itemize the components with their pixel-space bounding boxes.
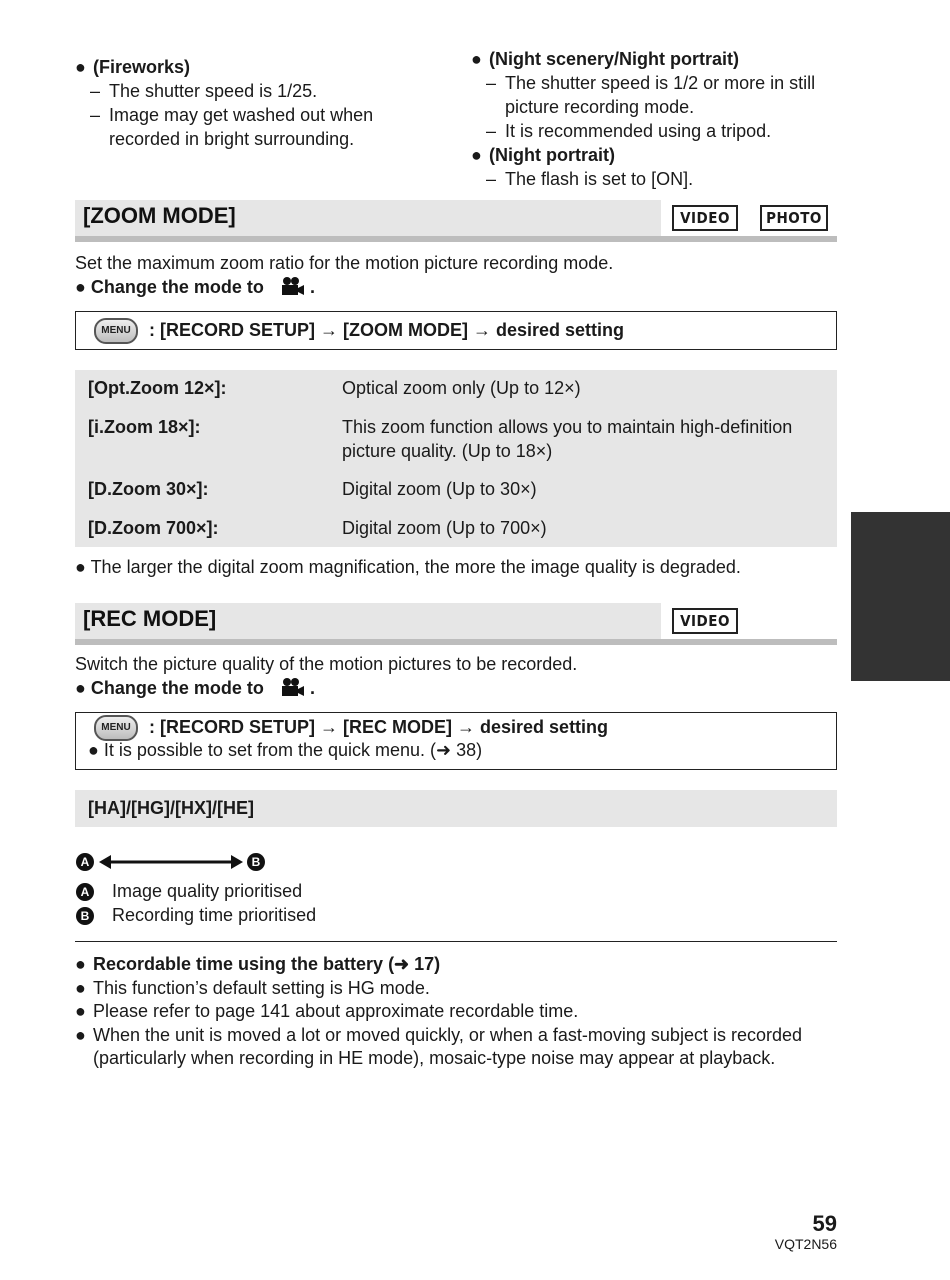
marker-a: A [76,883,94,901]
doc-code: VQT2N56 [774,1236,837,1252]
zoom-mode-header [75,200,837,242]
night-scenery-heading: (Night scenery/Night portrait) [489,49,740,69]
bullet-icon: ● [75,557,86,577]
legend-a: A Image quality prioritised [75,879,302,903]
bullet-icon: ● [75,1001,86,1022]
movie-camera-icon [279,276,305,296]
night-line: – The flash is set to [ON]. [486,169,694,189]
zoom-mode-title: [ZOOM MODE] [83,203,236,228]
bullet-icon: ● [75,954,86,974]
fireworks-line: recorded in bright surrounding. [109,129,355,149]
double-arrow-icon [99,854,243,870]
option-key: [Opt.Zoom 12×]: [88,378,227,398]
divider [75,941,837,942]
rec-change-mode: ● Change the mode to . [75,678,315,698]
option-key: [D.Zoom 700×]: [88,518,219,538]
video-tag: VIDEO [672,608,738,634]
marker-b: B [76,907,94,925]
movie-camera-icon [279,677,305,697]
night-line: – It is recommended using a tripod. [486,121,772,141]
fireworks-heading-item [75,55,415,79]
rec-mode-intro: Switch the picture quality of the motion pictures to be recorded. [75,654,578,674]
bullet-icon: ● [75,57,86,77]
bullet-icon: ● [75,1024,86,1045]
night-line: – The shutter speed is 1/2 or more in still [486,73,816,93]
bullet-icon: ● [88,740,99,760]
option-desc: This zoom function allows you to maintain high-definition picture quality. (Up to 18×) [342,417,793,461]
night-heading-item [471,47,841,71]
bullet-icon: ● [75,277,86,297]
bullet-icon: ● [75,678,86,698]
photo-tag: PHOTO [760,205,828,231]
option-key: [D.Zoom 30×]: [88,479,209,499]
menu-button-icon: MENU [94,318,138,344]
bullet-icon: ● [471,49,482,69]
rec-mode-header [75,603,837,645]
fireworks-line: – Image may get washed out when [90,105,374,125]
quality-scale [75,851,275,873]
list-item: (particularly when recording in HE mode), mosaic-type noise may appear at playback. [93,1048,776,1069]
side-tab [851,512,950,681]
menu-button-icon: MENU [94,715,138,741]
zoom-note: ● The larger the digital zoom magnification, the more the image quality is degraded. [75,557,741,577]
option-desc: Optical zoom only (Up to 12×) [342,378,581,398]
bullet-icon: ● [471,145,482,165]
bullet-icon: ● [75,977,86,998]
list-item: ● Recordable time using the battery (➜ 17) [75,953,845,977]
option-desc: Digital zoom (Up to 30×) [342,479,537,499]
fireworks-heading: (Fireworks) [93,57,191,77]
marker-a: A [76,853,94,871]
rec-mode-title: [REC MODE] [83,606,217,631]
list-item: ● When the unit is moved a lot or moved quickly, or when a fast-moving subject is recorded [75,1024,845,1048]
rec-command-note: ● It is possible to set from the quick menu. (➜ 38) [88,740,483,760]
legend-b: B Recording time prioritised [75,903,316,927]
rec-command-box [75,712,837,770]
rec-command: MENU : [RECORD SETUP] → [REC MODE] → desired setting [94,715,608,741]
rec-modes-box [75,790,837,827]
night-portrait-heading-item [471,143,841,167]
zoom-mode-tags [661,200,837,236]
list-item: ● Please refer to page 141 about approximate recordable time. [75,1000,845,1024]
night-section [471,47,841,191]
zoom-command-box [75,311,837,350]
notes-list [75,953,845,1071]
zoom-mode-intro: Set the maximum zoom ratio for the motion picture recording mode. [75,253,614,273]
zoom-options-table [75,370,837,547]
fireworks-line: – The shutter speed is 1/25. [90,81,318,101]
marker-b: B [247,853,265,871]
page-number: 59 [812,1211,837,1236]
zoom-change-mode: ● Change the mode to . [75,277,315,297]
rec-modes-label: [HA]/[HG]/[HX]/[HE] [88,798,254,818]
option-key: [i.Zoom 18×]: [88,417,201,437]
fireworks-section [75,55,415,151]
rec-mode-tags [661,603,837,639]
list-item: ● This function’s default setting is HG mode. [75,977,845,1001]
video-tag: VIDEO [672,205,738,231]
option-desc: Digital zoom (Up to 700×) [342,518,547,538]
night-line: picture recording mode. [505,97,695,117]
night-portrait-heading: (Night portrait) [489,145,615,165]
zoom-command: MENU : [RECORD SETUP] → [ZOOM MODE] → desired setting [94,318,624,344]
